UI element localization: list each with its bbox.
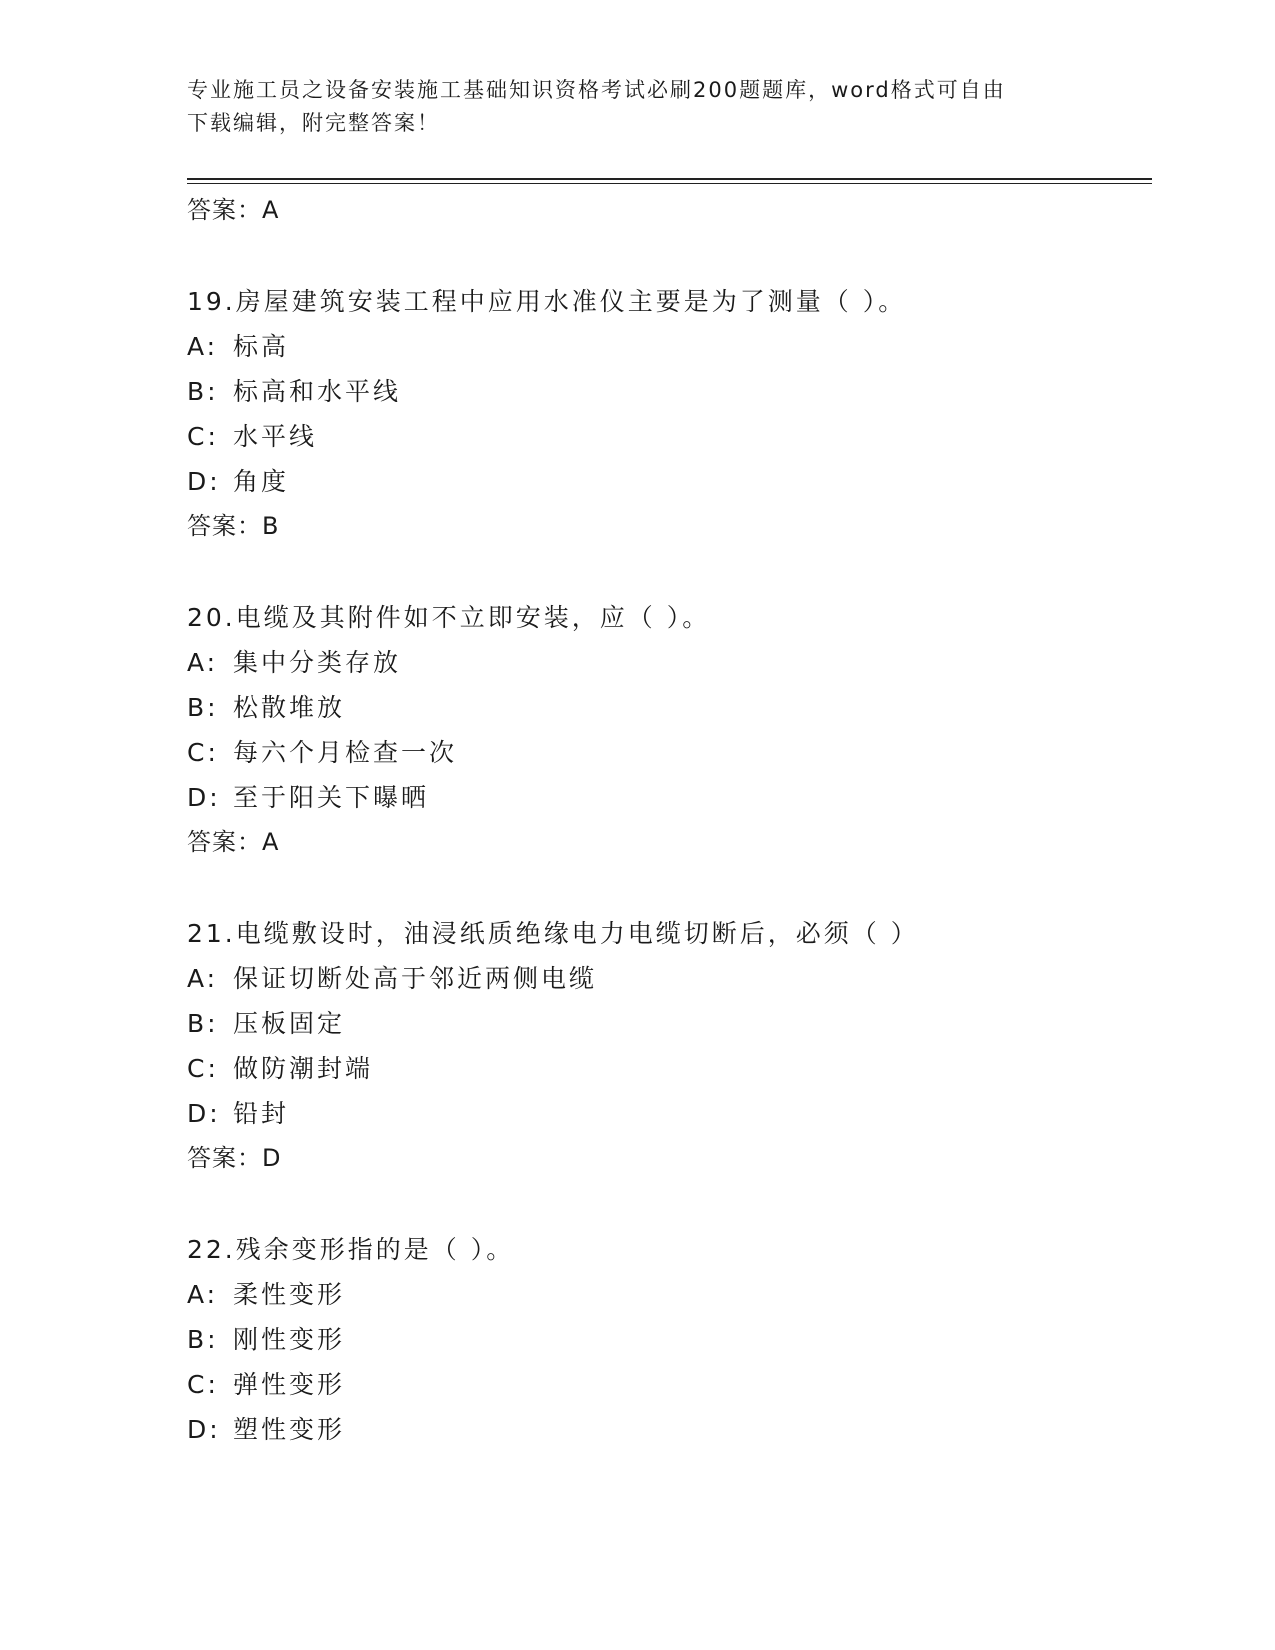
header-line-2: 下载编辑，附完整答案！ <box>187 111 440 135</box>
option-text: 塑性变形 <box>233 1415 346 1444</box>
option-text: 角度 <box>233 467 290 496</box>
answer-value: A <box>262 196 280 224</box>
option-b <box>187 369 1147 414</box>
option-letter: C: <box>187 422 219 451</box>
option-text: 松散堆放 <box>233 693 346 722</box>
answer-label: 答案： <box>187 1144 262 1172</box>
option-a <box>187 640 1147 685</box>
option-b <box>187 1317 1147 1362</box>
option-letter: D: <box>187 783 221 812</box>
answer-line <box>187 504 1147 549</box>
question-title: 21.电缆敷设时，油浸纸质绝缘电力电缆切断后，必须（ ） <box>187 919 919 948</box>
option-text: 刚性变形 <box>233 1325 346 1354</box>
option-d <box>187 1407 1147 1452</box>
option-text: 标高 <box>233 332 290 361</box>
option-a <box>187 1272 1147 1317</box>
header-line-1: 专业施工员之设备安装施工基础知识资格考试必刷200题题库，word格式可自由 <box>187 78 1006 102</box>
answer-label: 答案： <box>187 196 262 224</box>
option-letter: B: <box>187 377 219 406</box>
option-letter: B: <box>187 1009 219 1038</box>
option-text: 弹性变形 <box>233 1370 346 1399</box>
option-letter: C: <box>187 738 219 767</box>
answer-label: 答案： <box>187 828 262 856</box>
option-c <box>187 1046 1147 1091</box>
option-letter: A: <box>187 1280 219 1309</box>
option-letter: A: <box>187 332 219 361</box>
header-divider-thin <box>187 183 1152 184</box>
option-text: 至于阳关下曝晒 <box>233 783 430 812</box>
answer-line <box>187 1136 1147 1181</box>
question-19 <box>187 279 1147 549</box>
option-text: 压板固定 <box>233 1009 346 1038</box>
question-list <box>187 188 1147 1452</box>
option-letter: D: <box>187 1415 221 1444</box>
question-title: 19.房屋建筑安装工程中应用水准仪主要是为了测量（ ）。 <box>187 287 907 316</box>
option-d <box>187 1091 1147 1136</box>
option-text: 水平线 <box>233 422 318 451</box>
option-d <box>187 775 1147 820</box>
option-a <box>187 956 1147 1001</box>
option-b <box>187 1001 1147 1046</box>
question-22 <box>187 1227 1147 1452</box>
option-text: 集中分类存放 <box>233 648 402 677</box>
document-header <box>187 74 1077 140</box>
option-text: 保证切断处高于邻近两侧电缆 <box>233 964 598 993</box>
option-text: 做防潮封端 <box>233 1054 374 1083</box>
option-letter: D: <box>187 467 221 496</box>
question-20 <box>187 595 1147 865</box>
option-text: 铅封 <box>233 1099 290 1128</box>
option-text: 柔性变形 <box>233 1280 346 1309</box>
option-c <box>187 1362 1147 1407</box>
answer-value: D <box>262 1144 282 1172</box>
option-c <box>187 730 1147 775</box>
option-letter: D: <box>187 1099 221 1128</box>
option-c <box>187 414 1147 459</box>
option-letter: A: <box>187 964 219 993</box>
option-text: 标高和水平线 <box>233 377 402 406</box>
answer-value: A <box>262 828 280 856</box>
header-divider-thick <box>187 178 1152 180</box>
option-b <box>187 685 1147 730</box>
question-21 <box>187 911 1147 1181</box>
option-letter: C: <box>187 1054 219 1083</box>
answer-line <box>187 820 1147 865</box>
question-title: 22.残余变形指的是（ ）。 <box>187 1235 515 1264</box>
option-letter: C: <box>187 1370 219 1399</box>
option-text: 每六个月检查一次 <box>233 738 458 767</box>
option-a <box>187 324 1147 369</box>
answer-value: B <box>262 512 280 540</box>
previous-answer <box>187 188 1147 233</box>
option-letter: B: <box>187 1325 219 1354</box>
question-title: 20.电缆及其附件如不立即安装，应（ ）。 <box>187 603 711 632</box>
option-letter: A: <box>187 648 219 677</box>
option-letter: B: <box>187 693 219 722</box>
answer-label: 答案： <box>187 512 262 540</box>
option-d <box>187 459 1147 504</box>
